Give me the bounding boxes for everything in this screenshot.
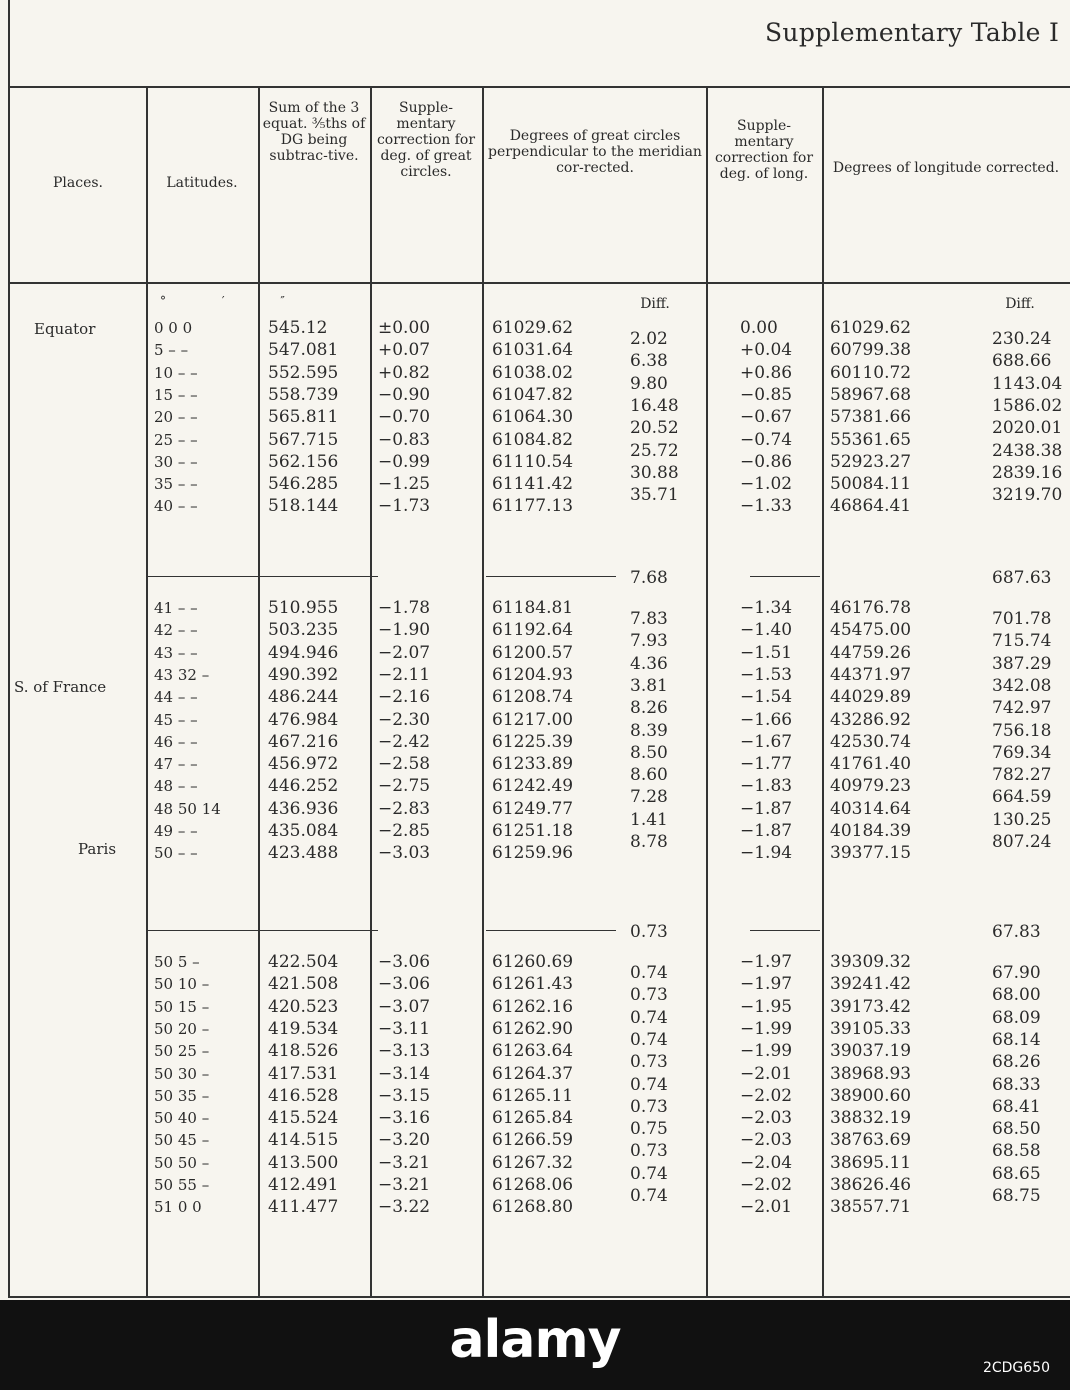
row-sum: 435.084 [268,821,339,841]
place-s-france: S. of France [14,678,107,696]
row-deg-long: 39173.42 [830,996,912,1017]
diff-long-value: 68.09 [992,1007,1041,1028]
row-supp-long: −1.33 [740,496,793,517]
row-deg-long: 38832.19 [830,1108,912,1129]
diff-gc-value: 8.39 [630,720,668,741]
row-deg-long: 41761.40 [830,754,912,775]
row-supp-long: −1.95 [740,996,793,1017]
header-sum: Sum of the 3 equat. ⅗ths of DG being subtrac-tive. [262,100,366,164]
row-deg-gc: 61265.84 [492,1108,574,1129]
col-rule-4 [482,88,484,1296]
row-latitude: 15 – – [154,385,198,404]
row-deg-gc: 61200.57 [492,642,574,663]
section-rule-1b [486,576,616,577]
row-supp-long: −0.74 [740,429,793,450]
diff-long-value: 687.63 [992,568,1052,588]
row-sum: 490.392 [268,664,339,685]
row-deg-gc: 61217.00 [492,709,574,730]
row-latitude: 0 0 0 [154,319,193,337]
row-supp-gc: −3.14 [378,1063,431,1084]
row-supp-long: −2.02 [740,1175,793,1195]
row-supp-gc: −1.73 [378,496,431,517]
row-supp-gc: −2.16 [378,687,431,708]
row-latitude: 50 50 – [154,1153,210,1172]
row-sum: 562.156 [268,451,339,472]
row-sum: 552.595 [268,362,339,383]
row-latitude: 47 – – [154,755,198,774]
row-deg-gc: 61110.54 [492,451,574,472]
row-latitude: 5 – – [154,341,189,360]
row-deg-long: 44029.89 [830,687,912,708]
row-supp-long: −2.01 [740,1063,793,1084]
row-latitude: 48 – – [154,777,198,796]
diff-long-value: 342.08 [992,675,1052,696]
header-diff-gc: Diff. [640,296,670,312]
row-latitude: 43 32 – [154,665,210,684]
row-deg-long: 40184.39 [830,821,912,841]
row-latitude: 50 10 – [154,975,210,994]
diff-gc-value: 0.75 [630,1119,668,1140]
row-latitude: 50 20 – [154,1019,210,1038]
row-supp-gc: −2.11 [378,664,431,685]
row-deg-gc: 61266.59 [492,1130,574,1151]
row-supp-gc: −0.83 [378,429,431,450]
row-deg-gc: 61204.93 [492,664,574,685]
diff-long-value: 387.29 [992,653,1052,674]
row-deg-gc: 61263.64 [492,1041,574,1062]
row-latitude: 50 5 – [154,953,200,971]
row-supp-long: −2.04 [740,1152,793,1173]
row-deg-gc: 61267.32 [492,1152,574,1173]
row-latitude: 46 – – [154,732,198,751]
header-rule [10,282,1070,284]
row-supp-gc: −0.99 [378,451,431,472]
diff-long-value: 756.18 [992,720,1052,741]
row-latitude: 43 – – [154,643,198,662]
diff-gc-value: 1.41 [630,809,668,830]
row-sum: 412.491 [268,1175,339,1195]
row-latitude: 25 – – [154,430,198,449]
row-supp-long: −0.85 [740,384,793,405]
row-deg-gc: 61233.89 [492,754,574,775]
section-rule-2b [486,930,616,931]
diff-gc-value: 4.36 [630,653,668,674]
row-supp-long: −1.40 [740,620,793,641]
diff-gc-value: 0.73 [630,985,668,1006]
row-deg-long: 45475.00 [830,620,912,641]
diff-gc-value: 9.80 [630,373,668,394]
diff-long-value: 68.26 [992,1052,1041,1073]
row-latitude: 10 – – [154,363,198,382]
row-deg-gc: 61031.64 [492,340,574,361]
row-latitude: 50 55 – [154,1176,210,1194]
diff-gc-value: 0.74 [630,963,668,983]
row-deg-long: 60110.72 [830,362,912,383]
row-sum: 476.984 [268,709,339,730]
row-deg-gc: 61261.43 [492,974,574,995]
row-deg-gc: 61268.80 [492,1197,574,1218]
row-supp-long: −1.87 [740,798,793,819]
diff-gc-value: 7.68 [630,568,668,588]
row-supp-long: −2.02 [740,1085,793,1106]
row-sum: 494.946 [268,642,339,663]
row-supp-gc: −2.42 [378,731,431,752]
diff-gc-value: 0.73 [630,1052,668,1073]
diff-long-value: 3219.70 [992,485,1063,506]
row-latitude: 45 – – [154,710,198,729]
row-supp-long: −1.51 [740,642,793,663]
diff-long-value: 68.58 [992,1141,1041,1162]
row-deg-gc: 61084.82 [492,429,574,450]
diff-gc-value: 7.28 [630,787,668,808]
diff-long-value: 742.97 [992,698,1052,719]
row-deg-gc: 61264.37 [492,1063,574,1084]
row-supp-long: −0.67 [740,407,793,428]
row-latitude: 20 – – [154,408,198,427]
row-supp-long: −1.97 [740,952,793,972]
col-rule-1 [146,88,148,1296]
row-supp-gc: +0.07 [378,340,431,361]
header-diff-long: Diff. [1005,296,1035,312]
diff-long-value: 68.65 [992,1163,1041,1184]
row-sum: 446.252 [268,776,339,797]
row-sum: 416.528 [268,1085,339,1106]
diff-long-value: 67.83 [992,922,1041,942]
row-latitude: 50 45 – [154,1131,210,1150]
row-latitude: 50 – – [154,844,198,863]
row-latitude: 30 – – [154,452,198,471]
row-sum: 420.523 [268,996,339,1017]
row-deg-gc: 61064.30 [492,407,574,428]
row-supp-gc: −3.07 [378,996,431,1017]
row-deg-long: 40979.23 [830,776,912,797]
header-latitudes: Latitudes. [166,175,238,191]
row-supp-gc: −3.22 [378,1197,431,1218]
row-sum: 436.936 [268,798,339,819]
row-supp-long: −1.87 [740,821,793,841]
row-supp-long: −1.66 [740,709,793,730]
row-deg-gc: 61225.39 [492,731,574,752]
row-supp-long: −2.01 [740,1197,793,1218]
diff-long-value: 1586.02 [992,395,1063,416]
row-supp-gc: −2.83 [378,798,431,819]
row-deg-gc: 61192.64 [492,620,574,641]
diff-long-value: 1143.04 [992,373,1063,394]
diff-long-value: 68.14 [992,1029,1041,1050]
diff-gc-value: 8.78 [630,832,668,852]
row-supp-gc: +0.82 [378,362,431,383]
diff-long-value: 68.00 [992,985,1041,1006]
diff-long-value: 782.27 [992,765,1052,786]
lat-units: ° ′ ″ [160,294,311,308]
row-sum: 421.508 [268,974,339,995]
section-rule-2c [750,930,820,931]
row-supp-gc: −2.07 [378,642,431,663]
row-supp-gc: −3.13 [378,1041,431,1062]
diff-long-value: 68.33 [992,1074,1041,1095]
col-rule-6 [822,88,824,1296]
row-supp-long: −1.77 [740,754,793,775]
header-deg-long: Degrees of longitude corrected. [832,160,1060,176]
row-sum: 413.500 [268,1152,339,1173]
row-supp-gc: −3.06 [378,974,431,995]
row-supp-gc: −1.25 [378,474,431,495]
diff-gc-value: 0.74 [630,1074,668,1095]
row-latitude: 40 – – [154,497,198,516]
diff-gc-value: 2.02 [630,329,668,349]
diff-long-value: 2839.16 [992,462,1063,483]
diff-long-value: 130.25 [992,809,1052,830]
diff-long-value: 664.59 [992,787,1052,808]
row-supp-long: −1.53 [740,664,793,685]
row-latitude: 50 30 – [154,1064,210,1083]
row-supp-long: −1.97 [740,974,793,995]
row-latitude: 35 – – [154,475,198,494]
row-supp-gc: −2.85 [378,821,431,841]
row-sum: 518.144 [268,496,339,517]
row-sum: 547.081 [268,340,339,361]
diff-gc-value: 0.74 [630,1186,668,1206]
left-border [8,0,10,1298]
row-deg-long: 38557.71 [830,1197,912,1218]
row-deg-long: 57381.66 [830,407,912,428]
row-deg-long: 39037.19 [830,1041,912,1062]
row-sum: 546.285 [268,474,339,495]
row-deg-gc: 61029.62 [492,318,574,338]
diff-gc-value: 20.52 [630,418,679,439]
row-deg-long: 39377.15 [830,843,912,864]
row-deg-long: 44371.97 [830,664,912,685]
row-deg-long: 61029.62 [830,318,912,338]
diff-long-value: 67.90 [992,963,1041,983]
diff-long-value: 2020.01 [992,418,1063,439]
row-supp-gc: −1.90 [378,620,431,641]
row-supp-gc: −2.30 [378,709,431,730]
row-deg-long: 60799.38 [830,340,912,361]
row-sum: 418.526 [268,1041,339,1062]
row-deg-long: 42530.74 [830,731,912,752]
row-deg-gc: 61177.13 [492,496,574,517]
row-deg-gc: 61262.90 [492,1018,574,1039]
row-deg-gc: 61141.42 [492,474,574,495]
row-supp-gc: −3.16 [378,1108,431,1129]
row-sum: 503.235 [268,620,339,641]
row-sum: 415.524 [268,1108,339,1129]
diff-gc-value: 8.26 [630,698,668,719]
row-supp-gc: −0.70 [378,407,431,428]
col-rule-5 [706,88,708,1296]
row-latitude: 51 0 0 [154,1198,202,1217]
row-latitude: 50 15 – [154,997,210,1016]
row-sum: 419.534 [268,1018,339,1039]
row-supp-gc: −2.58 [378,754,431,775]
row-deg-long: 38695.11 [830,1152,912,1173]
diff-gc-value: 0.73 [630,922,668,942]
diff-gc-value: 6.38 [630,351,668,372]
row-deg-gc: 61038.02 [492,362,574,383]
row-latitude: 50 35 – [154,1086,210,1105]
row-latitude: 50 40 – [154,1109,210,1128]
row-supp-long: −1.99 [740,1018,793,1039]
diff-long-value: 68.50 [992,1119,1041,1140]
row-sum: 411.477 [268,1197,339,1218]
row-deg-long: 40314.64 [830,798,912,819]
section-rule-1 [148,576,378,577]
row-sum: 467.216 [268,731,339,752]
row-latitude: 44 – – [154,688,198,707]
row-supp-long: −2.03 [740,1108,793,1129]
row-supp-gc: −0.90 [378,384,431,405]
header-places: Places. [52,175,103,191]
diff-gc-value: 25.72 [630,440,679,461]
diff-long-value: 769.34 [992,742,1052,763]
row-deg-long: 44759.26 [830,642,912,663]
row-deg-long: 46864.41 [830,496,912,517]
diff-gc-value: 7.83 [630,609,668,629]
diff-long-value: 2438.38 [992,440,1063,461]
row-deg-gc: 61262.16 [492,996,574,1017]
row-deg-long: 38900.60 [830,1085,912,1106]
row-sum: 456.972 [268,754,339,775]
place-equator: Equator [34,320,96,338]
row-supp-gc: −3.03 [378,843,431,864]
row-deg-gc: 61259.96 [492,843,574,864]
row-deg-gc: 61251.18 [492,821,574,841]
row-latitude: 49 – – [154,822,198,840]
watermark-id: 2CDG650 [982,1360,1050,1376]
row-supp-long: −1.34 [740,598,793,618]
row-supp-gc: −2.75 [378,776,431,797]
diff-long-value: 68.75 [992,1186,1041,1206]
row-deg-long: 58967.68 [830,384,912,405]
row-sum: 567.715 [268,429,339,450]
diff-long-value: 688.66 [992,351,1052,372]
diff-gc-value: 0.74 [630,1007,668,1028]
row-deg-gc: 61242.49 [492,776,574,797]
row-deg-long: 38626.46 [830,1175,912,1195]
page-title: Supplementary Table I [765,18,1060,47]
diff-long-value: 807.24 [992,832,1052,852]
row-deg-long: 38763.69 [830,1130,912,1151]
row-deg-gc: 61260.69 [492,952,574,972]
row-latitude: 42 – – [154,621,198,640]
row-deg-long: 39309.32 [830,952,912,972]
row-deg-long: 46176.78 [830,598,912,618]
row-deg-gc: 61249.77 [492,798,574,819]
diff-gc-value: 0.73 [630,1141,668,1162]
row-deg-long: 43286.92 [830,709,912,730]
diff-long-value: 68.41 [992,1096,1041,1117]
row-supp-long: −1.54 [740,687,793,708]
row-deg-long: 50084.11 [830,474,912,495]
row-deg-gc: 61184.81 [492,598,574,618]
row-deg-long: 39105.33 [830,1018,912,1039]
diff-gc-value: 7.93 [630,631,668,652]
row-supp-long: −1.67 [740,731,793,752]
row-latitude: 41 – – [154,599,198,617]
header-supp-gc: Supple-mentary correction for deg. of great circles. [376,100,476,180]
row-supp-long: −1.94 [740,843,793,864]
row-supp-gc: −3.11 [378,1018,431,1039]
section-rule-1c [750,576,820,577]
row-sum: 558.739 [268,384,339,405]
row-supp-long: −1.99 [740,1041,793,1062]
diff-long-value: 230.24 [992,329,1052,349]
row-supp-gc: −3.06 [378,952,431,972]
row-latitude: 50 25 – [154,1042,210,1061]
diff-gc-value: 0.74 [630,1029,668,1050]
row-deg-gc: 61265.11 [492,1085,574,1106]
place-paris: Paris [78,840,117,858]
diff-gc-value: 8.60 [630,765,668,786]
row-deg-gc: 61268.06 [492,1175,574,1195]
watermark-brand: alamy [449,1310,621,1370]
row-deg-gc: 61047.82 [492,384,574,405]
header-deg-gc: Degrees of great circles perpendicular to the meridian cor-rected. [488,128,702,176]
row-supp-gc: ±0.00 [378,318,431,338]
diff-gc-value: 16.48 [630,395,679,416]
row-supp-gc: −1.78 [378,598,431,618]
row-deg-long: 55361.65 [830,429,912,450]
row-sum: 486.244 [268,687,339,708]
top-rule [10,86,1070,88]
row-supp-gc: −3.21 [378,1152,431,1173]
row-supp-long: −1.02 [740,474,793,495]
row-supp-long: −0.86 [740,451,793,472]
row-supp-long: 0.00 [740,318,778,338]
section-rule-2 [148,930,378,931]
row-supp-gc: −3.15 [378,1085,431,1106]
header-supp-long: Supple-mentary correction for deg. of long. [714,118,814,182]
diff-gc-value: 0.74 [630,1163,668,1184]
row-supp-gc: −3.20 [378,1130,431,1151]
diff-gc-value: 30.88 [630,462,679,483]
row-deg-long: 39241.42 [830,974,912,995]
diff-gc-value: 0.73 [630,1096,668,1117]
diff-gc-value: 8.50 [630,742,668,763]
row-deg-long: 52923.27 [830,451,912,472]
row-supp-long: −2.03 [740,1130,793,1151]
bottom-rule [10,1296,1070,1298]
row-supp-long: −1.83 [740,776,793,797]
col-rule-3 [370,88,372,1296]
diff-gc-value: 35.71 [630,485,679,506]
row-supp-long: +0.86 [740,362,793,383]
diff-long-value: 715.74 [992,631,1052,652]
row-sum: 545.12 [268,318,328,338]
row-deg-gc: 61208.74 [492,687,574,708]
row-latitude: 48 50 14 [154,799,221,818]
diff-gc-value: 3.81 [630,675,668,696]
row-deg-long: 38968.93 [830,1063,912,1084]
row-sum: 565.811 [268,407,339,428]
col-rule-2 [258,88,260,1296]
row-sum: 422.504 [268,952,339,972]
row-sum: 423.488 [268,843,339,864]
row-sum: 414.515 [268,1130,339,1151]
row-sum: 417.531 [268,1063,339,1084]
row-supp-long: +0.04 [740,340,793,361]
row-sum: 510.955 [268,598,339,618]
row-supp-gc: −3.21 [378,1175,431,1195]
diff-long-value: 701.78 [992,609,1052,629]
